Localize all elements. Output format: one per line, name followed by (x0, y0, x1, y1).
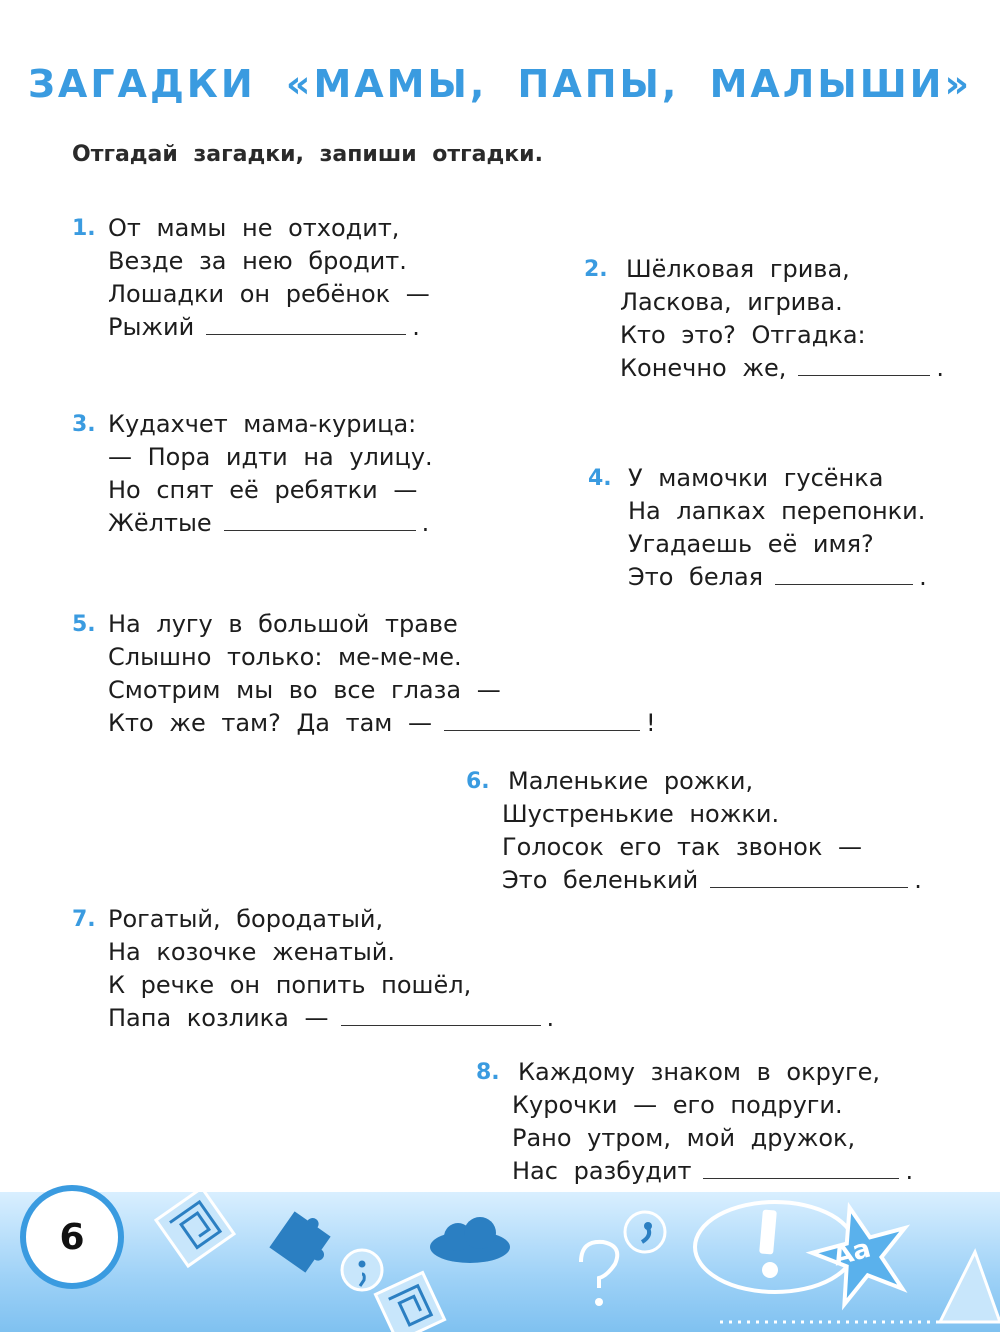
triangle-icon (940, 1252, 1000, 1322)
riddle-line: Это беленький (502, 866, 699, 894)
spiral-tile-icon (375, 1272, 444, 1332)
riddle-line: Кудахчет мама-курица: (108, 410, 417, 438)
riddle-line: Маленькие рожки, (508, 767, 754, 795)
riddle-line: Жёлтые (108, 509, 212, 537)
page-title: ЗАГАДКИ «МАМЫ, ПАПЫ, МАЛЫШИ» (27, 62, 973, 106)
answer-blank[interactable] (206, 312, 406, 335)
puzzle-icon (269, 1206, 339, 1276)
instruction: Отгадай загадки, запиши отгадки. (72, 142, 543, 167)
riddle-end: . (421, 509, 430, 537)
riddle-end: . (914, 866, 922, 894)
answer-blank[interactable] (341, 1003, 541, 1026)
riddle-line: Папа козлика — (108, 1004, 329, 1032)
riddle-line: Рано утром, мой дружок, (512, 1124, 856, 1152)
riddle-line: Шёлковая грива, (626, 255, 850, 283)
riddle-line: У мамочки гусёнка (628, 464, 884, 492)
riddle-line: На козочке женатый. (108, 938, 396, 966)
riddle-line: Курочки — его подруги. (512, 1091, 843, 1119)
riddle-line: К речке он попить пошёл, (108, 971, 472, 999)
riddle-line: Это белая (628, 563, 764, 591)
riddle-number: 5. (72, 612, 96, 637)
riddle-end: . (905, 1157, 914, 1185)
riddle-line: Кто это? Отгадка: (620, 321, 866, 349)
riddle-end: . (546, 1004, 555, 1032)
riddle-line: Нас разбудит (512, 1157, 692, 1185)
comma-icon (625, 1212, 665, 1252)
riddle-3 (72, 408, 433, 540)
riddle-line: Шустренькие ножки. (502, 800, 780, 828)
riddle-line: Слышно только: ме-ме-ме. (108, 643, 462, 671)
riddle-end: . (412, 313, 420, 341)
riddle-line: Кто же там? Да там — (108, 709, 433, 737)
page-number: 6 (59, 1217, 85, 1258)
riddle-line: Но спят её ребятки — (108, 476, 418, 504)
riddle-number: 6. (466, 769, 490, 794)
answer-blank[interactable] (703, 1156, 899, 1179)
riddle-number: 3. (72, 412, 96, 437)
riddle-7 (72, 903, 554, 1035)
riddle-line: Рыжий (108, 313, 195, 341)
riddle-line: От мамы не отходит, (108, 214, 400, 242)
riddle-number: 7. (72, 907, 96, 932)
riddle-6 (466, 765, 922, 897)
riddle-line: На лапках перепонки. (628, 497, 926, 525)
footer-badge: Aa (829, 1233, 874, 1273)
cloud-icon (430, 1217, 510, 1263)
riddle-line: Голосок его так звонок — (502, 833, 862, 861)
question-mark-icon (581, 1242, 617, 1306)
riddle-line: Лошадки он ребёнок — (108, 280, 430, 308)
riddle-line: На лугу в большой траве (108, 610, 458, 638)
riddle-number: 4. (588, 466, 612, 491)
riddle-2 (584, 253, 944, 385)
spiral-tile-icon (156, 1192, 234, 1266)
riddle-line: Везде за нею бродит. (108, 247, 407, 275)
riddle-line: Смотрим мы во все глаза — (108, 676, 501, 704)
riddle-line: Конечно же, (620, 354, 787, 382)
riddle-number: 8. (476, 1060, 500, 1085)
riddle-end: . (919, 563, 927, 591)
answer-blank[interactable] (775, 562, 913, 585)
riddle-number: 2. (584, 257, 608, 282)
riddle-end: . (936, 354, 945, 382)
answer-blank[interactable] (444, 708, 640, 731)
answer-blank[interactable] (224, 508, 416, 531)
riddle-line: Ласкова, игрива. (620, 288, 843, 316)
riddle-line: Угадаешь её имя? (628, 530, 874, 558)
riddle-line: Рогатый, бородатый, (108, 905, 384, 933)
riddle-number: 1. (72, 216, 96, 241)
riddle-line: — Пора идти на улицу. (108, 443, 433, 471)
riddle-4 (588, 462, 927, 594)
riddle-line: Каждому знаком в округе, (518, 1058, 881, 1086)
answer-blank[interactable] (798, 353, 930, 376)
riddle-8 (476, 1056, 913, 1188)
answer-blank[interactable] (710, 865, 908, 888)
riddle-5 (72, 608, 656, 740)
semicolon-icon (342, 1250, 382, 1290)
riddle-end: ! (646, 709, 656, 737)
riddle-1 (72, 212, 430, 344)
page-number-badge (20, 1185, 124, 1289)
